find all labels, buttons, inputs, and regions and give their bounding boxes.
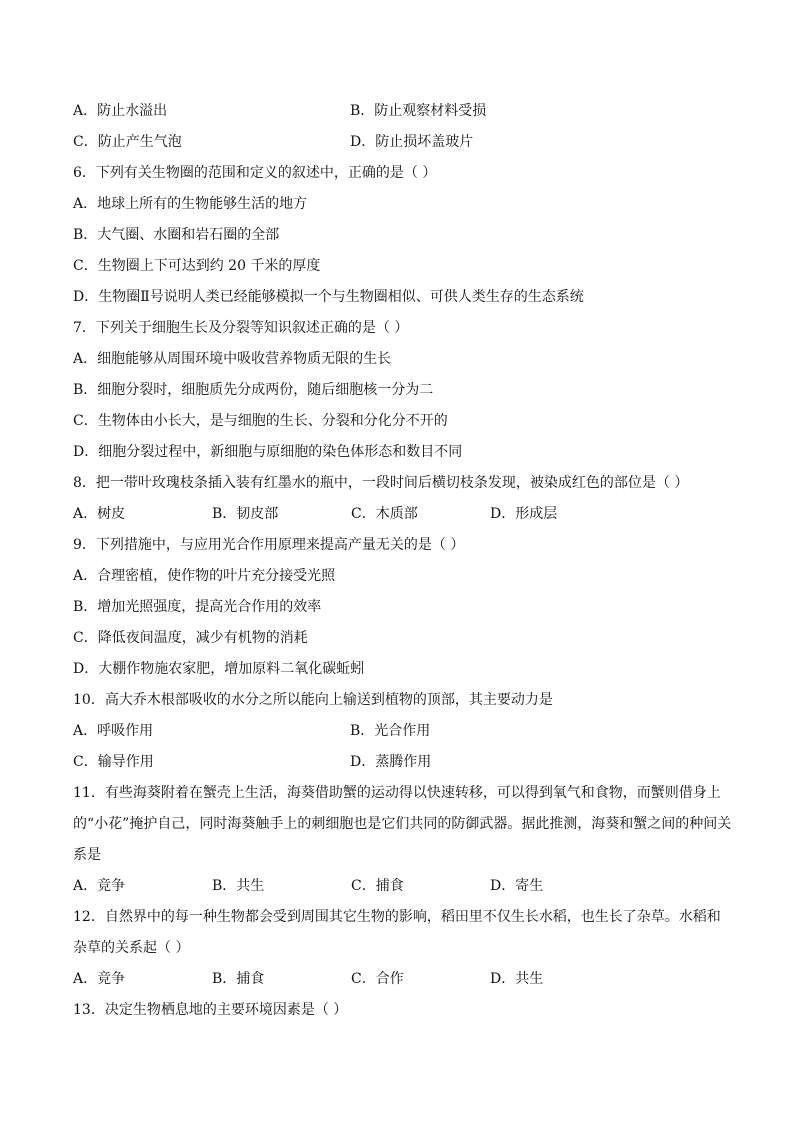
option: C．生物体由小长大，是与细胞的生长、分裂和分化分不开的 xyxy=(73,413,448,429)
option-row xyxy=(73,747,723,778)
option: D．寄生 xyxy=(490,878,544,894)
question-block xyxy=(73,468,723,530)
option: D．共生 xyxy=(490,971,544,987)
option: B．共生 xyxy=(212,878,265,894)
option: B．增加光照强度，提高光合作用的效率 xyxy=(73,599,322,615)
option: C．合作 xyxy=(351,971,404,987)
question-stem: 11．有些海葵附着在蟹壳上生活，海葵借助蟹的运动得以快速转移，可以得到氧气和食物，而蟹则借身上 xyxy=(73,785,721,801)
question-stem: 6．下列有关生物圈的范围和定义的叙述中，正确的是（ ） xyxy=(73,165,437,181)
option: B．防止观察材料受损 xyxy=(350,103,487,119)
option: A．竞争 xyxy=(73,971,126,987)
option: A．合理密植，使作物的叶片充分接受光照 xyxy=(73,568,336,584)
question-stem: 13．决定生物栖息地的主要环境因素是（ ） xyxy=(73,1002,348,1018)
option: C．木质部 xyxy=(351,506,418,522)
option: C．生物圈上下可达到约 20 千米的厚度 xyxy=(73,258,321,274)
option: D．蒸腾作用 xyxy=(350,754,432,770)
question-stem: 的“小花”掩护自己，同时海葵触手上的刺细胞也是它们共同的防御武器。据此推测，海葵和蟹之间的种间关 xyxy=(73,816,732,832)
option: C．输导作用 xyxy=(73,754,154,770)
question-stem: 8．把一带叶玫瑰枝条插入装有红墨水的瓶中，一段时间后横切枝条发现，被染成红色的部位是（ ） xyxy=(73,475,689,491)
option: B．大气圈、水圈和岩石圈的全部 xyxy=(73,227,280,243)
question-stem: 系是 xyxy=(73,847,101,863)
option-row xyxy=(73,964,723,995)
question-stem: 9．下列措施中，与应用光合作用原理来提高产量无关的是（ ） xyxy=(73,537,465,553)
option: B．细胞分裂时，细胞质先分成两份，随后细胞核一分为二 xyxy=(73,382,434,398)
option: B．光合作用 xyxy=(350,723,431,739)
option: B．捕食 xyxy=(212,971,265,987)
option: A．细胞能够从周围环境中吸收营养物质无限的生长 xyxy=(73,351,392,367)
question-block xyxy=(73,995,723,1026)
option: A．树皮 xyxy=(73,506,126,522)
option-row xyxy=(73,716,723,747)
option: A．呼吸作用 xyxy=(73,723,154,739)
question-5-options xyxy=(73,96,723,158)
question-block xyxy=(73,158,723,313)
question-block xyxy=(73,902,723,995)
option-row xyxy=(73,127,723,158)
option-row xyxy=(73,871,723,902)
question-block xyxy=(73,685,723,778)
option: A．地球上所有的生物能够生活的地方 xyxy=(73,196,308,212)
option: A．竞争 xyxy=(73,878,126,894)
question-stem: 杂草的关系起（ ） xyxy=(73,940,190,956)
option: C．降低夜间温度，减少有机物的消耗 xyxy=(73,630,308,646)
option-row xyxy=(73,96,723,127)
option: C．防止产生气泡 xyxy=(73,134,182,150)
question-stem: 12．自然界中的每一种生物都会受到周围其它生物的影响，稻田里不仅生长水稻，也生长了杂草。水稻和 xyxy=(73,909,721,925)
option: D．生物圈Ⅱ号说明人类已经能够模拟一个与生物圈相似、可供人类生存的生态系统 xyxy=(73,289,584,305)
exam-document xyxy=(73,96,732,1026)
question-stem: 10．高大乔木根部吸收的水分之所以能向上输送到植物的顶部，其主要动力是 xyxy=(73,692,553,708)
option: C．捕食 xyxy=(351,878,404,894)
question-stem: 7．下列关于细胞生长及分裂等知识叙述正确的是（ ） xyxy=(73,320,409,336)
question-block xyxy=(73,313,723,468)
option: D．防止损坏盖玻片 xyxy=(350,134,474,150)
option: A．防止水溢出 xyxy=(73,103,168,119)
option: D．细胞分裂过程中，新细胞与原细胞的染色体形态和数目不同 xyxy=(73,444,463,460)
option: D．形成层 xyxy=(490,506,558,522)
option: D．大棚作物施农家肥，增加原料二氧化碳蚯蚓 xyxy=(73,661,365,677)
option-row xyxy=(73,499,723,530)
question-block xyxy=(73,778,732,902)
question-block xyxy=(73,530,723,685)
option: B．韧皮部 xyxy=(212,506,279,522)
